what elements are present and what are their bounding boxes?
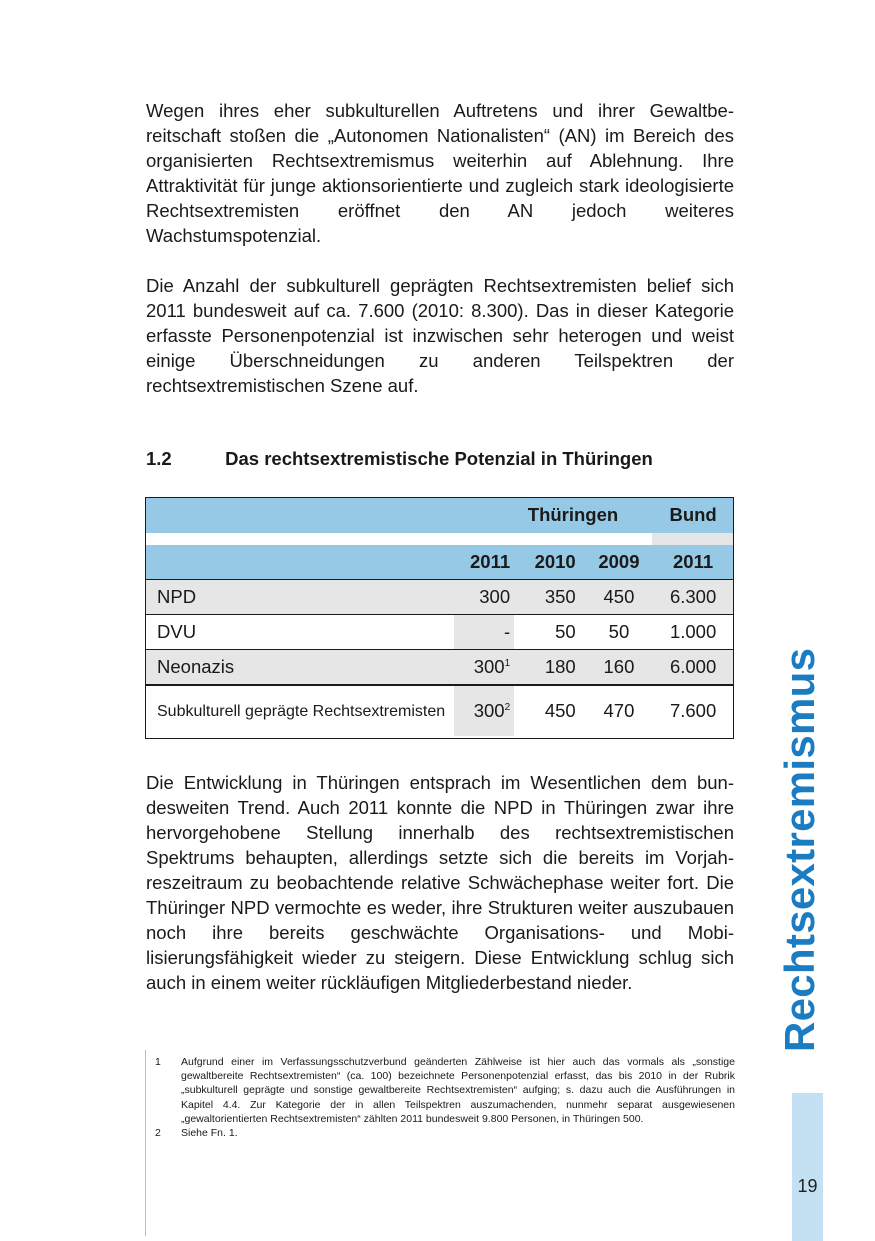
table-row: NPD 300 350 450 6.300: [145, 580, 734, 615]
chapter-side-title: Rechtsextremismus: [776, 647, 823, 1052]
footnotes: [155, 1055, 735, 1140]
year-header-2010: 2010: [534, 551, 576, 572]
paragraph-entwicklung-thueringen: Die Entwicklung in Thüringen entsprach im Wesentlichen dem bundesweiten Trend. Auch 2011 konnte die NPD in Thüringen zwar ihre hervorgehobene Stellung innerhalb des rechtsextremistischen Spektrums behaupten, allerdings setzte sich die bereits im Vorjahreszeitraum zu beobachtende relative Schwächephase weiter fort. Die Thüringer NPD vermochte es weder, ihre Strukturen weiter auszubauen noch ihre bereits geschwächte Organisations- und Mobilisierungsfähigkeit wieder zu steigern. Diese Entwicklung schlug sich auch in einem weiter rückläufigen Mitgliederbestand nieder.: [146, 772, 734, 993]
year-header-2009: 2009: [598, 551, 640, 572]
footnote-1: 1 Aufgrund einer im Verfassungsschutzverbund geänderten Zählweise ist hier auch das vormals als „sonstige gewaltbereite Rechtsextremisten“ (ca. 100) bezeichnete Personenpotenzial erfasst, das bis 2010 in der Rubrik „subkulturell geprägte und sonstige gewaltbereite Rechtsextremisten“ aufging; s. dazu auch die Ausführungen in Kapitel 4.4. Zur Kategorie der in allen Teilspektren auszumachenden, nunmehr separat ausgewiesenen „gewaltorientierten Rechtsextremisten“ zählten 2011 bundesweit 9.800 Personen, in Thüringen 500.: [155, 1056, 735, 1125]
page-number: 19: [797, 1176, 818, 1196]
footnote-rule: [145, 1050, 146, 1236]
table-year-header-row: [145, 545, 734, 580]
table-row: Neonazis $300^1$ 180 160 6.000: [145, 650, 734, 686]
year-header-bund-2011: 2011: [673, 551, 714, 572]
paragraph-autonome-nationalisten: Wegen ihres eher subkulturellen Auftretens und ihrer Gewaltbereitschaft stoßen die „Autonomen Nationalisten“ (AN) im Bereich des organisierten Rechtsextremismus weiterhin auf Ablehnung. Ihre Attraktivität für junge aktionsorientierte und zugleich stark ideologisierte Rechtsextremisten eröffnet den AN jedoch weiteres Wachstumspotenzial.: [146, 100, 734, 246]
table-row: Subkulturell geprägte Rechtsextremisten $300^2$ 450 470 7.600: [145, 685, 734, 736]
year-header-2011: 2011: [470, 551, 511, 572]
section-heading: [146, 448, 653, 470]
table-group-header-row: [145, 497, 734, 533]
footnote-2: 2 Siehe Fn. 1.: [155, 1127, 238, 1140]
statistics-table: [145, 497, 734, 736]
table-row: DVU - 50 50 1.000: [145, 615, 734, 650]
section-title: Das rechtsextremistische Potenzial in Thüringen: [225, 448, 653, 469]
group-header-bund: Bund: [669, 504, 717, 525]
paragraph-subkulturell: Die Anzahl der subkulturell geprägten Rechtsextremisten belief sich 2011 bundesweit auf ca. 7.600 (2010: 8.300). Das in dieser Kategorie erfasste Personenpotenzial ist inzwischen sehr heterogen und weist einige Überschneidungen zu anderen Teilspektren der rechtsextremistischen Szene auf.: [146, 275, 734, 396]
page-tab: [792, 1093, 823, 1241]
group-header-thueringen: Thüringen: [527, 504, 619, 525]
section-number: 1.2: [146, 448, 172, 469]
